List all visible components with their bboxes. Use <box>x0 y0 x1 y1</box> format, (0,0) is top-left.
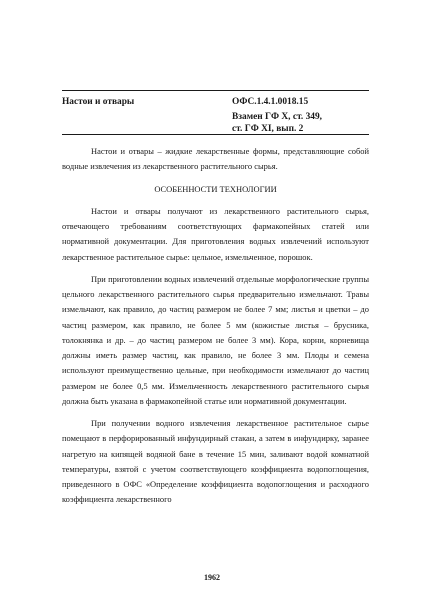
document-body <box>62 144 369 508</box>
paragraph-extraction: При получении водного извлечения лекарственное растительное сырье помещают в перфорированный инфундирный стакан, а затем в инфундирку, заранее нагретую на кипящей водяной бане в течение 15 мин, заливают водой комнатной температуры, взятой с учетом соответствующего коэффициента водопоглощения, приведенного в ОФС «Определение коэффициента водопоглощения и расходного коэффициента лекарственного <box>62 418 369 505</box>
header-top-rule <box>62 90 369 91</box>
monograph-title: Настои и отвары <box>62 97 135 107</box>
monograph-code: ОФС.1.4.1.0018.15 <box>232 97 309 107</box>
header-bottom-rule <box>62 134 369 135</box>
section-heading: ОСОБЕННОСТИ ТЕХНОЛОГИИ <box>154 183 277 194</box>
replaces-line-1: Взамен ГФ X, ст. 349, <box>232 112 322 123</box>
intro-paragraph: Настои и отвары – жидкие лекарственные формы, представляющие собой водные извлечения из лекарственного растительного сырья. <box>62 146 369 172</box>
replaces-line-2: ст. ГФ XI, вып. 2 <box>232 124 304 135</box>
monograph-code-block <box>232 96 382 136</box>
paragraph-grinding: При приготовлении водных извлечений отдельные морфологические группы цельного лекарственного растительного сырья предварительно измельчают. Травы измельчают, как правило, до частиц размером не более 7 мм; листья и цветки – до частиц размером, как правило, не более 5 мм (кожистые листья – брусника, толокнянка и др. – до частиц размером не более 3 мм). Кора, корни, корневища должны иметь размер частиц, как правило, не более 3 мм. Плоды и семена используют преимущественно цельные, при необходимости измельчают до частиц размером не более 0,5 мм. Измельченность лекарственного растительного сырья должна быть указана в фармакопейной статье или нормативной документации. <box>62 273 369 406</box>
page-number: 1962 <box>204 573 220 582</box>
paragraph-raw-material: Настои и отвары получают из лекарственного растительного сырья, отвечающего требованиям соответствующих фармакопейных статей или нормативной документации. Для приготовления водных извлечений используют лекарственное растительное сырье: цельное, измельченное, порошок. <box>62 205 369 262</box>
